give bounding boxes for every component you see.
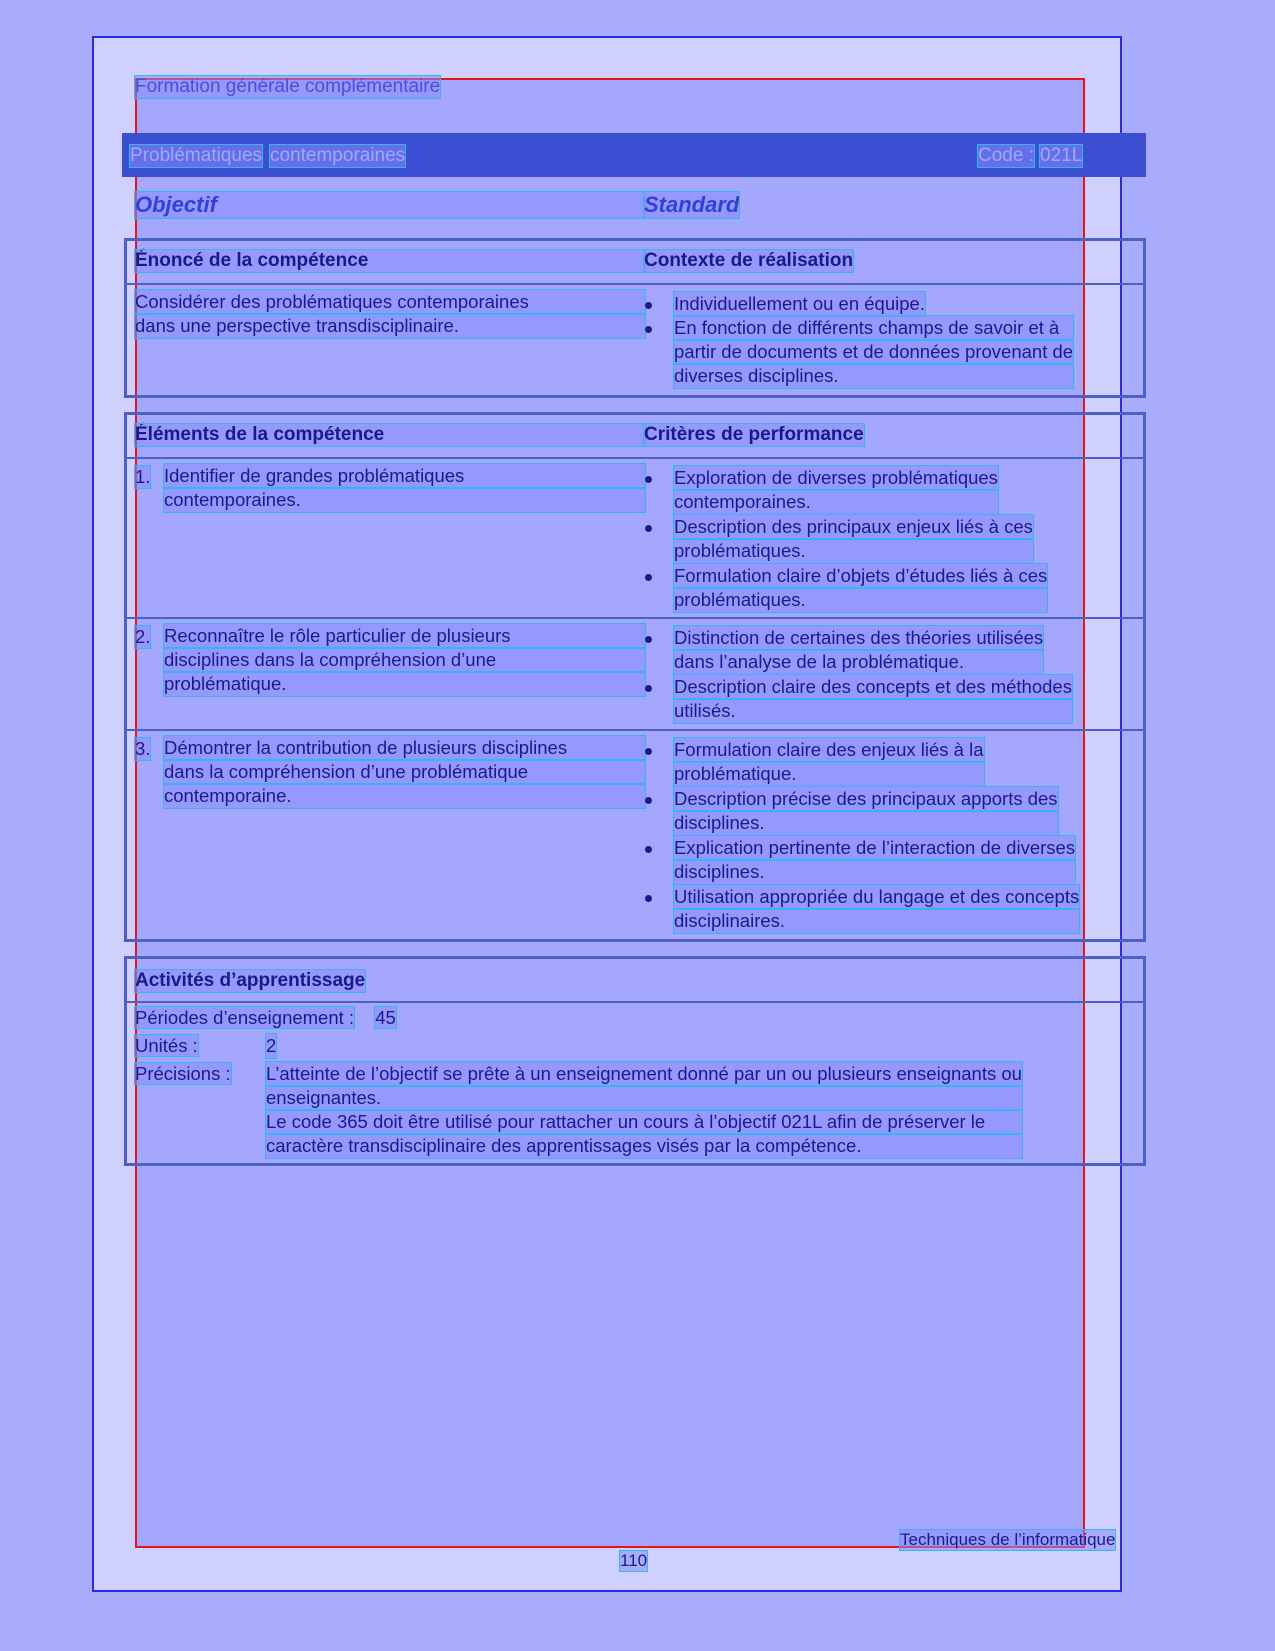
enonce-text (135, 290, 645, 338)
bullet-icon (645, 574, 652, 581)
bullet-icon (645, 748, 652, 755)
element-3-line-2: dans la compréhension d’une problématique (164, 760, 645, 784)
bullet-icon (645, 476, 652, 483)
standard-heading: Standard (644, 192, 740, 217)
critere-2-1 (674, 626, 1043, 674)
bullet-icon (645, 797, 652, 804)
critere-2-2-line-2: utilisés. (674, 699, 1072, 723)
critere-3-1 (674, 738, 984, 786)
course-title-word-1: Problématiques (130, 145, 263, 166)
title-bar (122, 133, 1146, 177)
element-1-text (164, 464, 645, 512)
element-2-line-3: problématique. (164, 672, 645, 696)
element-2-line-2: disciplines dans la compréhension d’une (164, 648, 645, 672)
critere-3-2-line-1: Description précise des principaux apports des (674, 788, 1058, 809)
critere-1-3-line-2: problématiques. (674, 588, 1047, 612)
critere-3-3-line-2: disciplines. (674, 860, 1075, 884)
page-number: 110 (620, 1551, 648, 1570)
elements-row-divider-1 (127, 617, 1143, 619)
critere-3-2 (674, 787, 1058, 835)
enonce-heading: Énoncé de la compétence (135, 250, 645, 272)
elements-heading: Éléments de la compétence (135, 424, 645, 446)
precisions-label-text: Précisions : (135, 1063, 231, 1084)
precisions-line-3: Le code 365 doit être utilisé pour rattacher un cours à l’objectif 021L afin de préserver le (266, 1110, 1022, 1134)
activites-heading: Activités d’apprentissage (135, 970, 366, 991)
critere-1-2-line-1: Description des principaux enjeux liés à ces (674, 516, 1033, 537)
criteres-heading: Critères de performance (644, 424, 864, 445)
program-header: Formation générale complémentaire (135, 76, 441, 97)
contexte-item-1 (674, 292, 925, 316)
critere-3-4 (674, 885, 1079, 933)
contexte-item-2-line-3: diverses disciplines. (674, 364, 1073, 388)
precisions-line-4: caractère transdisciplinaire des apprentissages visés par la compétence. (266, 1134, 1022, 1158)
precisions-line-2: enseignantes. (266, 1086, 1022, 1110)
element-number: 3. (135, 738, 151, 759)
course-title-word-2: contemporaines (270, 145, 406, 166)
bullet-icon (645, 685, 652, 692)
critere-2-2 (674, 675, 1072, 723)
critere-2-1-line-2: dans l’analyse de la problématique. (674, 650, 1043, 674)
activites-divider (127, 1001, 1143, 1003)
critere-1-3-line-1: Formulation claire d’objets d’études liés à ces (674, 565, 1048, 586)
element-2-text (164, 624, 645, 696)
enonce-divider (127, 283, 1143, 285)
critere-2-1-line-1: Distinction de certaines des théories utilisées (674, 627, 1044, 648)
critere-3-1-line-2: problématique. (674, 762, 984, 786)
precisions-text (266, 1062, 1022, 1158)
element-1-line-2: contemporaines. (164, 488, 645, 512)
elements-header-divider (127, 457, 1143, 459)
element-number: 1. (135, 466, 151, 487)
periodes-label: Périodes d’enseignement : (135, 1007, 355, 1028)
contexte-item-2 (674, 316, 1073, 388)
unites-value: 2 (266, 1035, 277, 1056)
critere-1-2-line-2: problématiques. (674, 539, 1033, 563)
critere-3-2-line-2: disciplines. (674, 811, 1058, 835)
element-1-line-1: Identifier de grandes problématiques (164, 464, 645, 488)
bullet-icon (645, 846, 652, 853)
contexte-item-2-line-1: En fonction de différents champs de savoir et à (674, 316, 1073, 340)
bullet-icon (645, 895, 652, 902)
critere-3-4-line-2: disciplinaires. (674, 909, 1079, 933)
contexte-item-1-line-1: Individuellement ou en équipe. (674, 293, 925, 314)
critere-3-3 (674, 836, 1075, 884)
enonce-line-2: dans une perspective transdisciplinaire. (135, 314, 645, 338)
critere-1-3 (674, 564, 1047, 612)
precisions-label (135, 1062, 231, 1086)
bullet-icon (645, 326, 652, 333)
objectif-heading: Objectif (135, 192, 645, 218)
element-3-text (164, 736, 645, 808)
periodes-row (135, 1006, 396, 1030)
bullet-icon (645, 636, 652, 643)
contexte-heading: Contexte de réalisation (644, 250, 854, 271)
code-value: 021L (1040, 145, 1083, 166)
critere-3-1-line-1: Formulation claire des enjeux liés à la (674, 739, 984, 760)
critere-1-2 (674, 515, 1033, 563)
bullet-icon (645, 525, 652, 532)
bullet-icon (645, 302, 652, 309)
code-label: Code : (978, 145, 1034, 166)
elements-row-divider-2 (127, 729, 1143, 731)
unites-label (135, 1034, 198, 1058)
element-2-line-1: Reconnaître le rôle particulier de plusieurs (164, 624, 645, 648)
critere-1-1-line-1: Exploration de diverses problématiques (674, 467, 998, 488)
precisions-line-1: L’atteinte de l’objectif se prête à un enseignement donné par un ou plusieurs enseignants ou (266, 1063, 1022, 1084)
critere-1-1-line-2: contemporaines. (674, 490, 998, 514)
periodes-value: 45 (375, 1007, 396, 1028)
critere-2-2-line-1: Description claire des concepts et des méthodes (674, 676, 1072, 697)
contexte-item-2-line-2: partir de documents et de données provenant de (674, 341, 1074, 362)
enonce-line-1: Considérer des problématiques contemporaines (135, 290, 645, 314)
element-number: 2. (135, 626, 151, 647)
critere-1-1 (674, 466, 998, 514)
element-3-line-3: contemporaine. (164, 784, 645, 808)
critere-3-3-line-1: Explication pertinente de l’interaction de diverses (674, 837, 1076, 858)
element-3-line-1: Démontrer la contribution de plusieurs disciplines (164, 736, 645, 760)
critere-3-4-line-1: Utilisation appropriée du langage et des concepts (674, 886, 1080, 907)
footer-program-name: Techniques de l’informatique (900, 1530, 1116, 1549)
unites-label-text: Unités : (135, 1035, 198, 1056)
